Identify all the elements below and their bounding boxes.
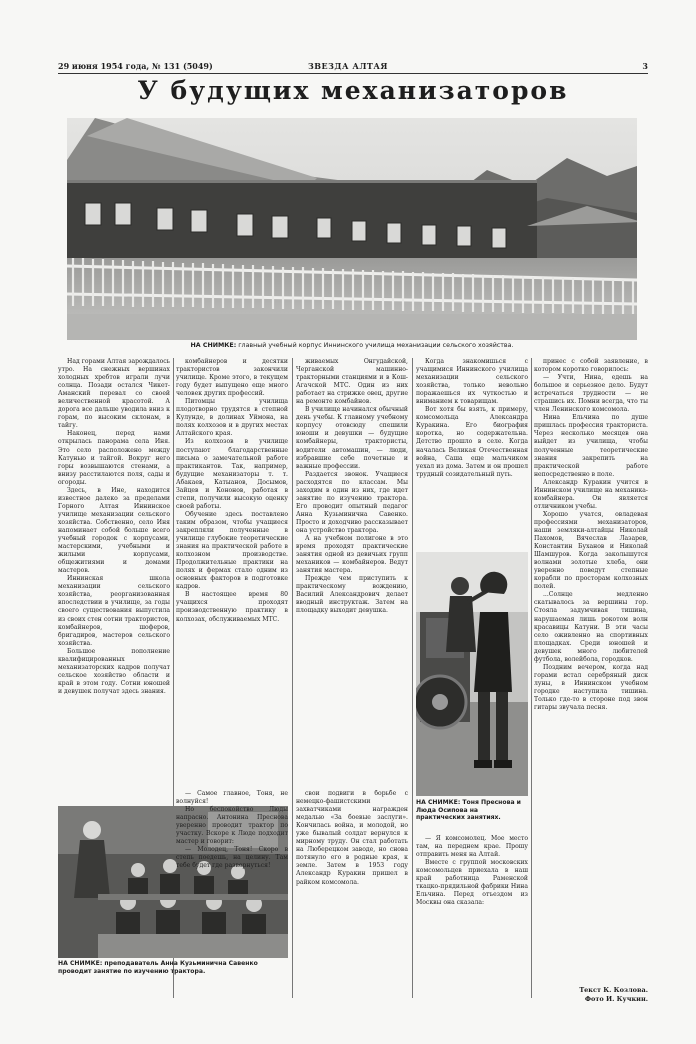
paragraph: Большое пополнение квалифицированных механизаторских кадров получат сельское хозяйство области и край в этом году. Сотни юношей и девушек получат здесь знания. xyxy=(58,647,170,695)
paragraph: — Самое главное, Тоня, не волнуйся! xyxy=(176,790,288,806)
paragraph: Нина Ельчина по душе пришлась профессия тракториста. Через несколько месяцев она выйдет из училища, чтобы полученные теоретические знания закрепить на практической работе непосредственно в поле. xyxy=(534,414,648,478)
paragraph: Когда знакомишься с учащимися Иннинского училища механизации сельского хозяйства, только невольно поражаешься их чуткостью и вниманием к товарищам. xyxy=(416,358,528,406)
article-headline: У будущих механизаторов xyxy=(137,76,569,105)
photo-school-building xyxy=(67,118,637,340)
issue-date: 29 июня 1954 года, № 131 (5049) xyxy=(58,61,213,71)
caption-text: главный учебный корпус Иннинского училища механизации сельского хозяйства. xyxy=(238,342,514,349)
paragraph: — Учти, Нина, едешь на большое и серьезное дело. Будут встречаться трудности — не страшись их. Помни всегда, что ты член Ленинского комсомола. xyxy=(534,374,648,414)
paragraph: принес с собой заявление, в котором коротко говорилось: xyxy=(534,358,648,374)
column-rule xyxy=(531,358,532,998)
article-column-5 xyxy=(534,358,648,998)
paragraph: Здесь, в Ине, находится известное далеко за пределами Горного Алтая Иннинское училище механизации сельского хозяйства. Собственно, село Иня напоминает собой больше всего учебный городок с корпусами, мастерскими, учебными и жилыми корпусами, общежитиями и домами мастеров. xyxy=(58,486,170,575)
article-column-4-lower xyxy=(416,835,528,1001)
photo-credit: Фото И. Кучкин. xyxy=(584,995,648,1003)
paragraph: Прежде чем приступить к практическому вождению, Василий Александрович делает вводный инструктаж. Затем на площадку выходит девушка. xyxy=(296,575,408,615)
paragraph: Поздним вечером, когда над горами встал серебряный диск луны, в Иннинском учебном городке наступила тишина. Только где-то в стороне под звон гитары звучала песня. xyxy=(534,663,648,712)
paragraph: В настоящее время 80 учащихся проходят производственную практику в колхозах, обслуживаемых МТС. xyxy=(176,591,288,623)
column-rule xyxy=(412,358,413,998)
paragraph: Но беспокойство Люды напрасно. Антонина Преснова уверенно проводит трактор по участку. Вскоре к Люде подходит мастер и говорит: xyxy=(176,806,288,846)
article-column-2-lower xyxy=(176,790,288,1000)
paragraph: Наконец, перед нами открылась панорама села Иня. Это село расположено между Катунью и тайгой. Вокруг него горы возвышаются стенами, а внизу расстилаются поля, сады и огороды. xyxy=(58,430,170,486)
paragraph: свои подвиги в борьбе с немецко-фашистскими захватчиками награжден медалью «За боевые заслуги». Кончилась война, и молодой, но уже бывалый солдат вернулся к мирному труду. Он стал работать на Люберецком заводе, но снова потянуло его в родные края, к земле. Затем в 1953 году Александр Куракин пришел в райком комсомола. xyxy=(296,790,408,886)
page-header xyxy=(58,61,648,73)
paragraph: Над горами Алтая зарождалось утро. На снежных вершинах холодных хребтов играли лучи солнца. Позади остался Чикет-Аманский перевал со своей величественной красотой. А дорога все дальше уводила вниз к горам, по высоким склонам, в тайгу. xyxy=(58,358,170,430)
paragraph: В училище начинался обычный день учебы. К главному учебному корпусу отовсюду спешили юноши и девушки — будущие комбайнеры, трактористы, водители автомашин, — люди, избравшие себе почетные и важные профессии. xyxy=(296,406,408,470)
article-column-3-lower xyxy=(296,790,408,1002)
article-credits xyxy=(534,986,648,1004)
paragraph: — Я комсомолец. Мое место там, на переднем крае. Прошу отправить меня на Алтай. xyxy=(416,835,528,859)
paragraph: Александр Куракин учится в Иннинском училище на механика-комбайнера. Он является отличником учебы. xyxy=(534,478,648,510)
paragraph: — Молодец, Тоня! Скоро в степь поедешь, на целину. Там тебе будет где развернуться! xyxy=(176,846,288,870)
paragraph: Питомцы училища плодотворно трудятся в степной Кулунде, в долинах Уймона, на полях колхозов и в других местах Алтайского края. xyxy=(176,398,288,438)
caption-lead: НА СНИМКЕ: xyxy=(190,342,237,349)
caption-text: Тоня Преснова и Люда Осипова на практических занятиях. xyxy=(416,799,521,821)
paragraph: Из колхозов в училище поступают благодарственные письма о замечательной работе практикантов. Так, например, будущие механизаторы т. т. Абакаев, Катыанов, Досымов, Зайцев и Кононов, работая в степи, получили высокую оценку своей работы. xyxy=(176,438,288,510)
paragraph: живаемых Онгудайской, Черганской машинно-тракторными станциями и в Кош-Агачской МТС. Один из них работает на стрижке овец, другие на ремонте комбайнов. xyxy=(296,358,408,406)
paragraph: Вот хотя бы взять, к примеру, комсомольца Александра Куракина. Его биография коротка, но содержательна. Детство прошло в селе. Когда началась Великая Отечественная война, Саша еще мальчиком уехал из дома. Затем и он прошел трудный созидательный путь. xyxy=(416,406,528,478)
page-number: 3 xyxy=(642,61,648,71)
column-rule xyxy=(292,358,293,998)
school-building-illustration xyxy=(67,118,637,340)
caption-girls-photo xyxy=(416,799,528,822)
paragraph: комбайнеров и десятки трактористов закончили училище. Кроме этого, в текущем году будет выпущено еще много человек других профессий. xyxy=(176,358,288,398)
caption-text: преподаватель Анна Кузьминична Савенко проводит занятие по изучению трактора. xyxy=(58,960,258,975)
girls-on-tractor-illustration xyxy=(416,552,528,796)
photo-girls-tractor xyxy=(416,552,528,796)
paragraph: Раздается звонок. Учащиеся расходятся по классам. Мы заходим в один из них, где идет занятие по изучению трактора. Его проводит опытный педагог Анна Кузьминична Савенко. Просто и доходчиво рассказывает она устройство трактора. xyxy=(296,470,408,534)
article-column-2 xyxy=(176,358,288,783)
caption-lead: НА СНИМКЕ: xyxy=(416,799,461,806)
caption-main-photo xyxy=(67,342,637,349)
article-column-1 xyxy=(58,358,170,790)
caption-lead: НА СНИМКЕ: xyxy=(58,960,103,967)
paragraph: Обучение здесь поставлено таким образом, чтобы учащиеся закрепляли полученные в училище глубокие теоретические знания на практической работе в колхозном производстве. Продолжительные практики на полях и фермах стало одним из основных факторов в подготовке кадров. xyxy=(176,510,288,591)
paragraph: Вместе с группой московских комсомольцев приехала в наш край работница Раменской ткацко-прядильной фабрики Нина Ельчина. Перед отъездом из Москвы она сказала: xyxy=(416,859,528,907)
paragraph: Хорошо учатся, овладевая профессиями механизаторов, наши земляки-алтайцы Николай Пахомов, Вячеслав Лазарев, Константин Буханов и Николай Шамшуров. Когда заколышутся волнами золотые хлеба, они уверенно поведут степные корабли по просторам колхозных полей. xyxy=(534,510,648,591)
article-column-3 xyxy=(296,358,408,770)
header-rule xyxy=(58,73,648,74)
text-credit: Текст К. Козлова. xyxy=(579,986,648,994)
newspaper-title: ЗВЕЗДА АЛТАЯ xyxy=(308,61,388,71)
paragraph: А на учебном полигоне в это время проходят практические занятия одной из девичьих групп механиков — комбайнеров. Ведут занятия мастера. xyxy=(296,535,408,575)
paragraph: Иннинская школа механизации сельского хозяйства, реорганизованная впоследствии в училище, за годы своего существования выпустила из своих стен сотни трактористов, комбайнеров, шоферов, бригадиров, мастеров сельского хозяйства. xyxy=(58,575,170,647)
paragraph: ...Солнце медленно скатывалось за вершины гор. Стояла задумчивая тишина, нарушаемая лишь рокотом волн красавицы Катуни. В эти часы село оживленно на спортивных площадках. Среди юношей и девушек много любителей футбола, волейбола, городков. xyxy=(534,591,648,663)
